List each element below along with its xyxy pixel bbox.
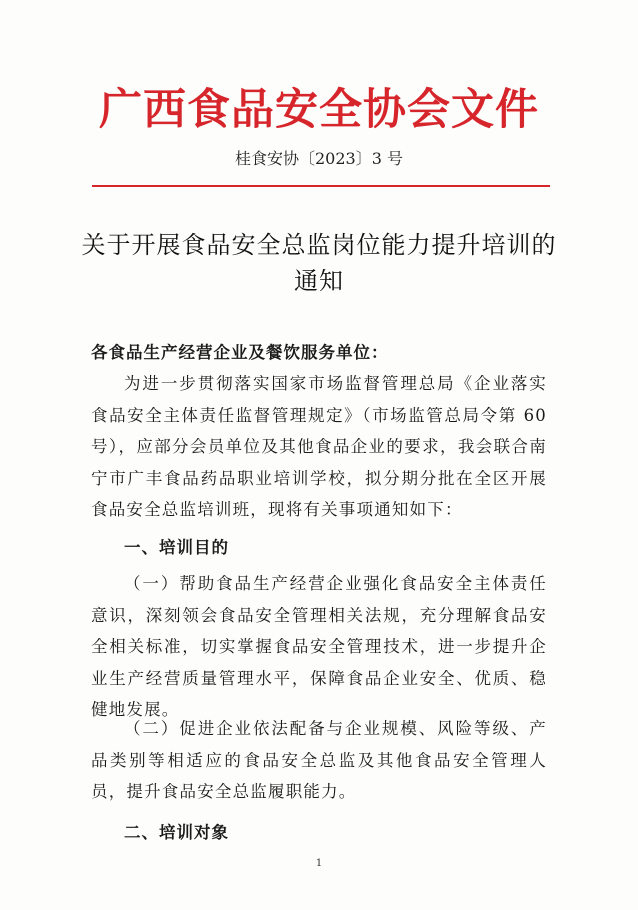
intro-paragraph: 为进一步贯彻落实国家市场监督管理总局《企业落实食品安全主体责任监督管理规定》（市场监管总局令第 60 号），应部分会员单位及其他食品企业的要求，我会联合南宁市广丰食品药品职业培训学校，拟分期分批在全区开展食品安全总监培训班，现将有关事项通知如下：: [91, 374, 547, 519]
page-number: 1: [315, 858, 323, 869]
section-heading-audience: 二、培训对象: [124, 823, 229, 842]
red-divider-line: [92, 185, 550, 187]
purpose-paragraph-1: （一）帮助食品生产经营企业强化食品安全主体责任意识，深刻领会食品安全管理相关法规，充分理解食品安全相关标准，切实掌握食品安全管理技术，进一步提升企业生产经营质量管理水平，保障食品企业安全、优质、稳健地发展。: [91, 574, 547, 719]
addressee-line: 各食品生产经营企业及餐饮服务单位：: [91, 343, 389, 362]
document-number: 桂食安协〔2023〕3 号: [235, 149, 403, 168]
purpose-paragraph-2: （二）促进企业依法配备与企业规模、风险等级、产品类别等相适应的食品安全总监及其他食品安全管理人员，提升食品安全总监履职能力。: [91, 719, 547, 801]
red-header-title: 广西食品安全协会文件: [99, 85, 539, 135]
notice-title: 关于开展食品安全总监岗位能力提升培训的通知: [81, 231, 557, 295]
section-heading-purpose: 一、培训目的: [124, 538, 229, 557]
